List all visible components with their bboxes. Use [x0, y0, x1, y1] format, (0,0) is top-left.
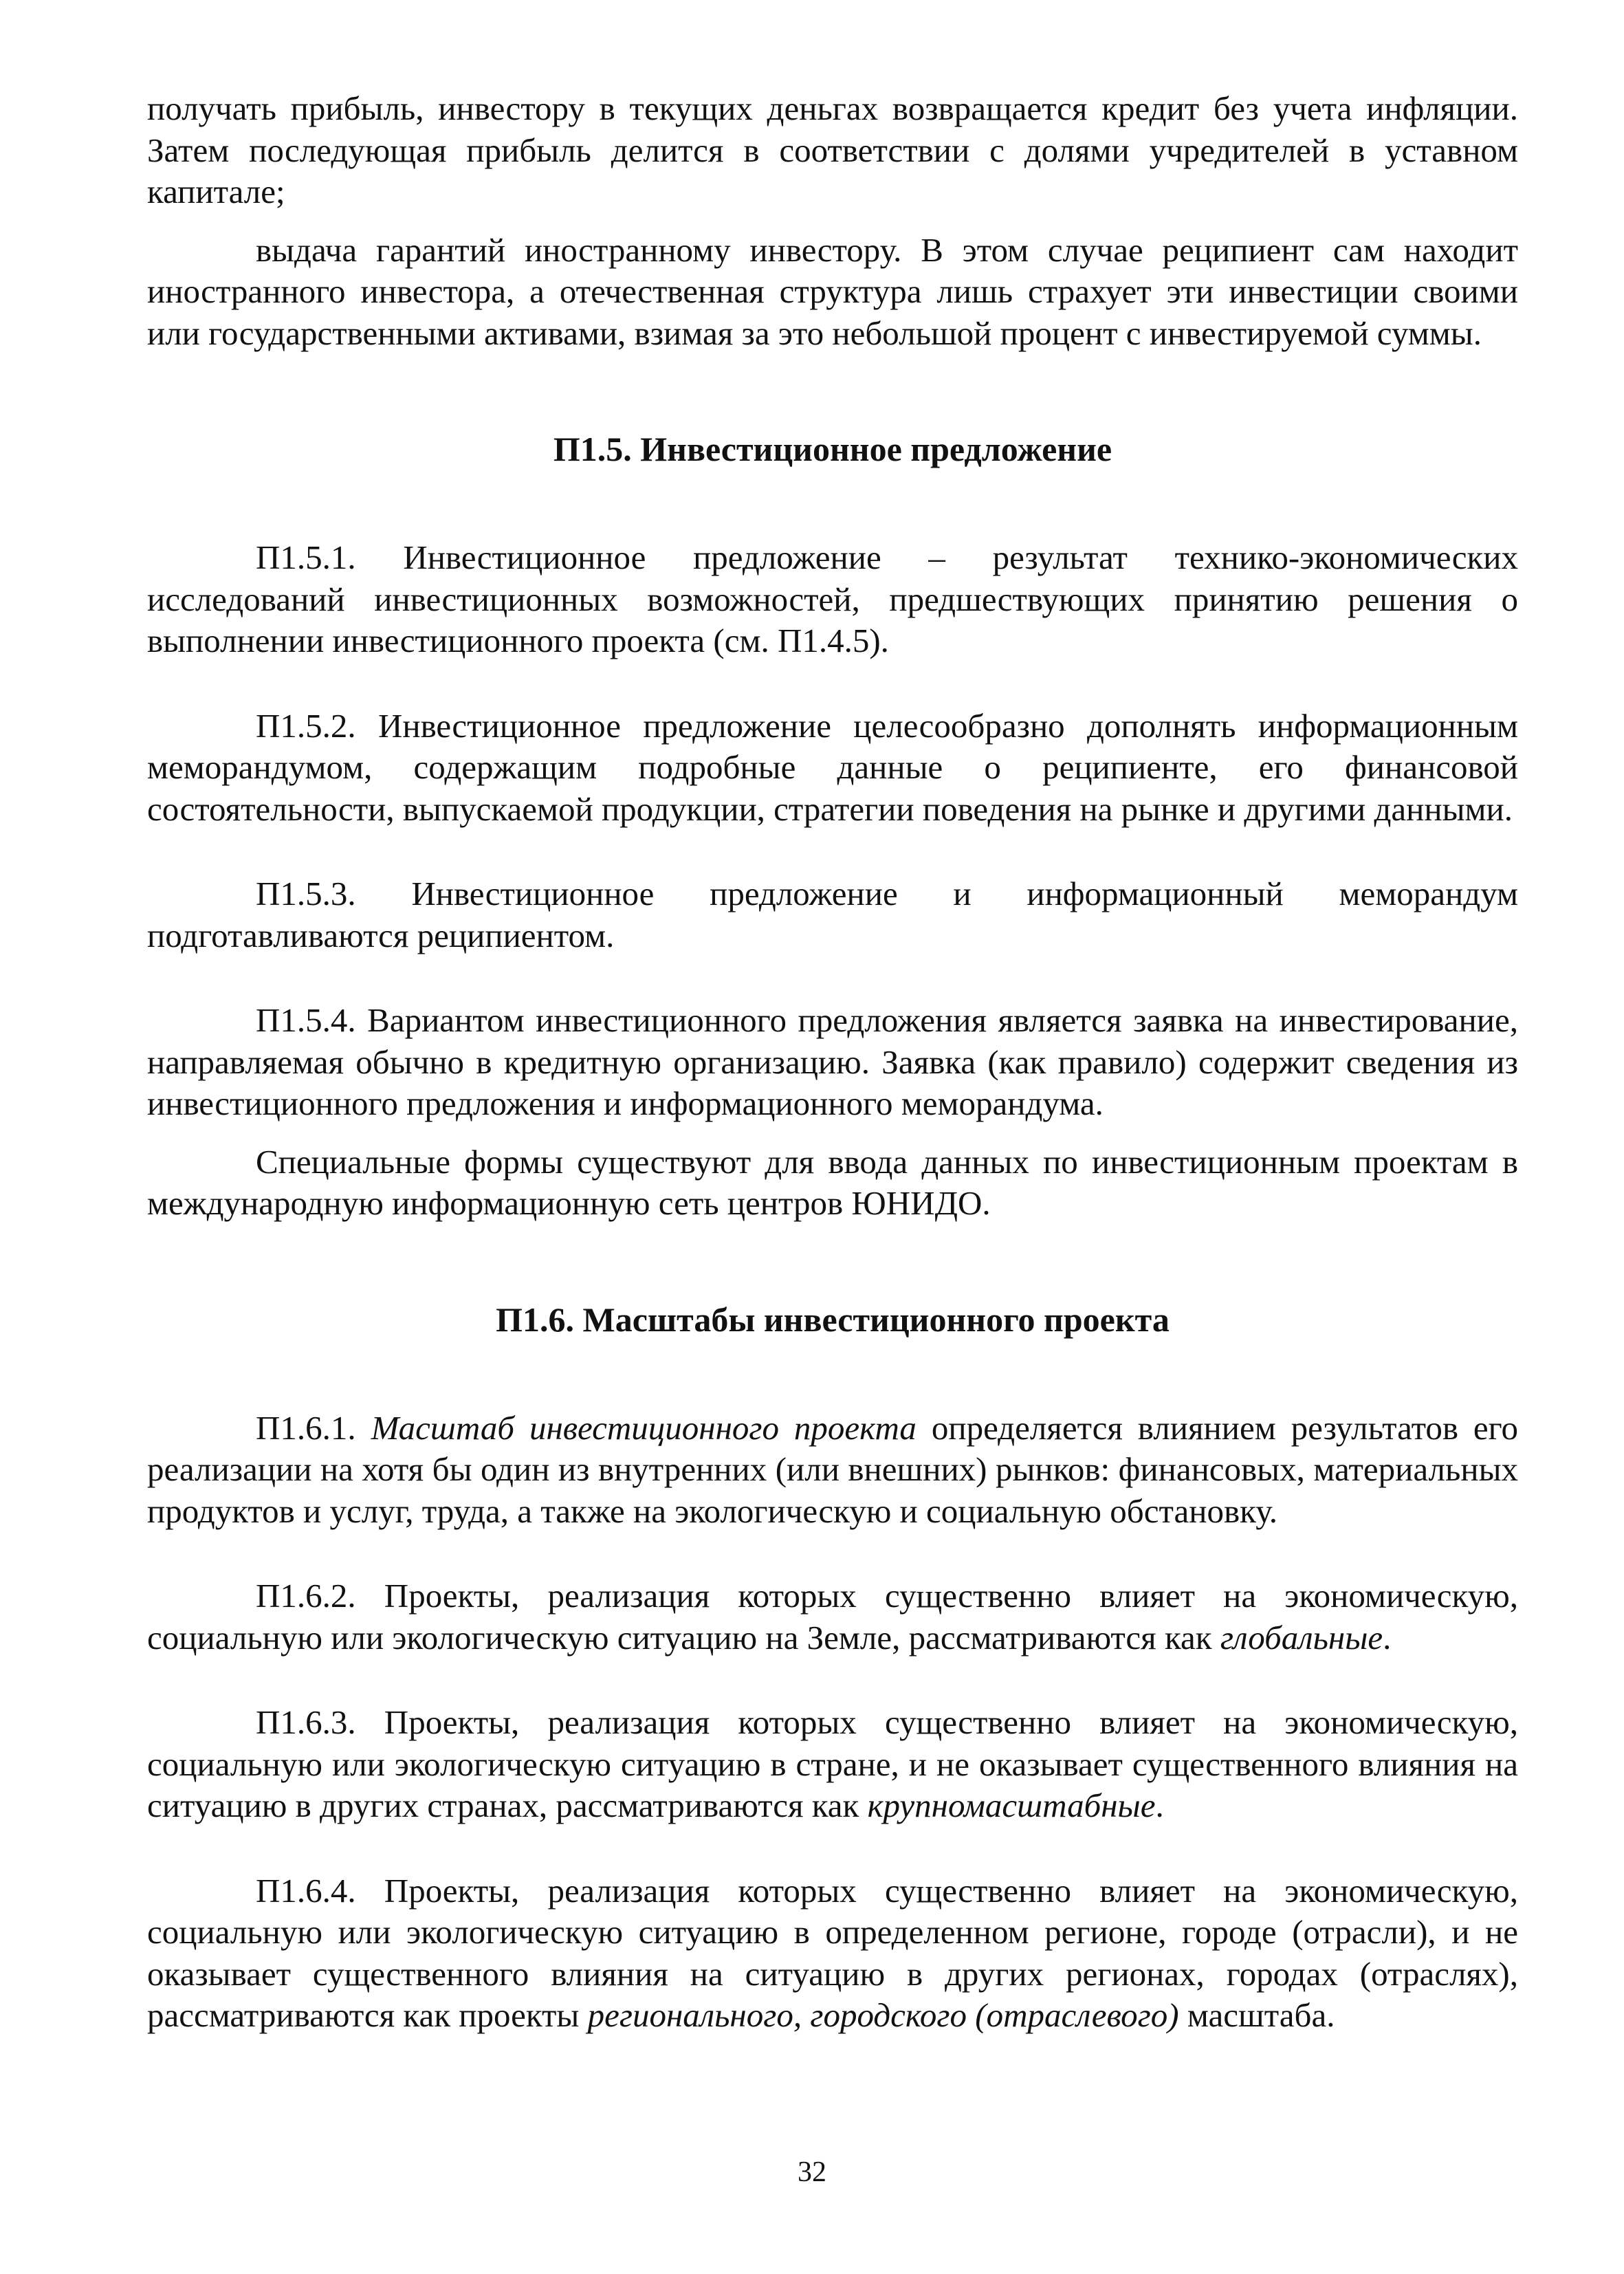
paragraph-unido-forms: Специальные формы существуют для ввода данных по инвестиционным проектам в международную информационную сеть центров ЮНИДО.: [147, 1142, 1518, 1222]
paragraph-1-5-3: П1.5.3. Инвестиционное предложение и информационный меморандум подготавливаются реципиентом.: [147, 875, 1518, 954]
paragraph-1-6-1-text: определяется влиянием результатов его реализации на хотя бы один из внутренних (или внешних) рынков: финансовых, материальных продуктов и услуг, труда, а также на экологическую и социальную обстановку.: [147, 1408, 1519, 1530]
term-large-scale: крупномасштабные: [867, 1786, 1156, 1824]
paragraph-1-6-3: [147, 1702, 1518, 1827]
paragraph-1-6-3-end: .: [1155, 1786, 1164, 1824]
section-heading-1-6: П1.6. Масштабы инвестиционного проекта: [496, 1300, 1170, 1339]
paragraph-1-6-4: [147, 1870, 1518, 2037]
paragraph-guarantees: выдача гарантий иностранному инвестору. В этом случае реципиент сам находит иностранного инвестора, а отечественная структура лишь страхует эти инвестиции своими или государственными активами, взимая за это небольшой процент с инвестируемой суммы.: [147, 230, 1518, 352]
term-regional: регионального, городского (отраслевого): [587, 1996, 1179, 2034]
paragraph-1-5-1: П1.5.1. Инвестиционное предложение – результат технико-экономических исследований инвестиционных возможностей, предшествующих принятию решения о выполнении инвестиционного проекта (см. П1.4.5).: [147, 538, 1518, 659]
paragraph-1-6-4-end: масштаба.: [1178, 1996, 1335, 2034]
section-heading-1-5: П1.5. Инвестиционное предложение: [553, 430, 1112, 468]
paragraph-1-6-2: [147, 1575, 1518, 1659]
term-global: глобальные: [1220, 1618, 1383, 1657]
paragraph-1-6-2-end: .: [1383, 1618, 1392, 1657]
term-project-scale: Масштаб инвестиционного проекта: [371, 1408, 917, 1447]
paragraph-1-5-2: П1.5.2. Инвестиционное предложение целесообразно дополнять информационным меморандумом, содержащим подробные данные о реципиенте, его финансовой состоятельности, выпускаемой продукции, стратегии поведения на рынке и другими данными.: [147, 706, 1518, 828]
paragraph-1-6-2-text: П1.6.2. Проекты, реализация которых существенно влияет на экономическую, социальную или экологическую ситуацию на Земле, рассматриваются как: [147, 1577, 1518, 1657]
page-number: 32: [798, 2156, 826, 2188]
paragraph-intro-continued: получать прибыль, инвестору в текущих деньгах возвращается кредит без учета инфляции. Затем последующая прибыль делится в соответствии с долями учредителей в уставном капитале;: [147, 89, 1518, 210]
paragraph-1-6-3-text: П1.6.3. Проекты, реализация которых существенно влияет на экономическую, социальную или экологическую ситуацию в стране, и не оказывает существенного влияния на ситуацию в других странах, рассматриваются как: [147, 1703, 1518, 1824]
paragraph-1-6-1: [147, 1408, 1518, 1533]
paragraph-1-6-4-text: П1.6.4. Проекты, реализация которых существенно влияет на экономическую, социальную или экологическую ситуацию в определенном регионе, городе (отрасли), и не оказывает существенного влияния на ситуацию в других регионах, городах (отраслях), рассматриваются как проекты: [147, 1871, 1518, 2034]
paragraph-1-5-4: П1.5.4. Вариантом инвестиционного предложения является заявка на инвестирование, направляемая обычно в кредитную организацию. Заявка (как правило) содержит сведения из инвестиционного предложения и информационного меморандума.: [147, 1001, 1518, 1122]
document-page: [147, 88, 1518, 2037]
paragraph-1-6-1-number: П1.6.1.: [256, 1408, 371, 1447]
